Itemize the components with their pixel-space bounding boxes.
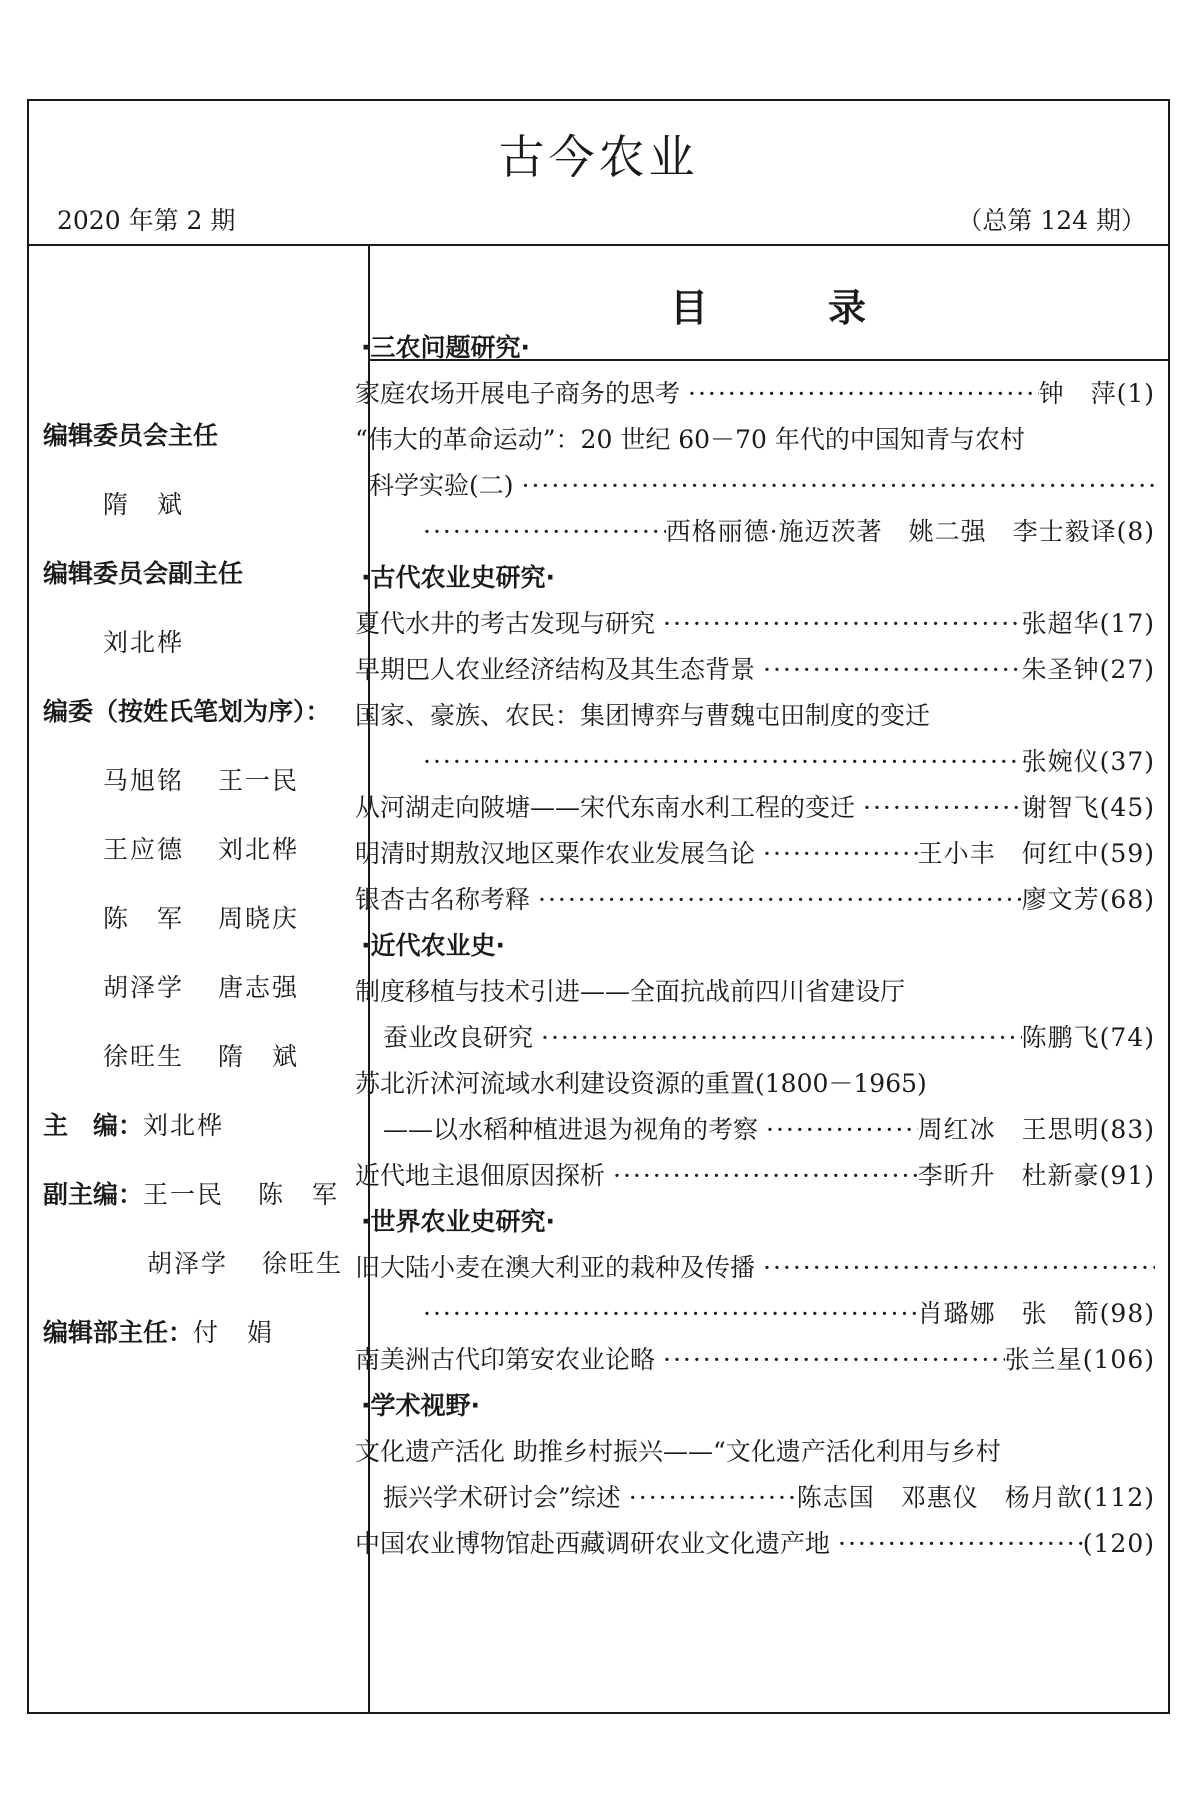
toc-entry-title: “伟大的革命运动”：20 世纪 60－70 年代的中国知青与农村 xyxy=(355,425,1025,454)
toc-entry-title: 近代地主退佃原因探析 xyxy=(355,1161,606,1190)
toc-entry-author-page: 张婉仪(37) xyxy=(1021,747,1155,776)
chief-editor-row xyxy=(43,1106,363,1175)
toc-entry-author-page: 朱圣钟(27) xyxy=(1021,655,1155,684)
toc-entry[interactable] xyxy=(355,831,1155,877)
toc-entry-author-page: 钟 萍(1) xyxy=(1038,379,1155,408)
toc-entry-title: 家庭农场开展电子商务的思考 xyxy=(355,379,681,408)
toc-section-heading: ·世界农业史研究· xyxy=(361,1207,555,1236)
office-director: 付 娟 xyxy=(193,1318,275,1347)
toc-entry-author-page: 李昕升 杜新豪(91) xyxy=(917,1161,1155,1190)
toc-entry[interactable] xyxy=(355,1337,1155,1383)
toc-entry-author-page: (120) xyxy=(1082,1529,1155,1558)
toc-entry[interactable] xyxy=(355,601,1155,647)
editorial-board xyxy=(43,416,363,1382)
board-member-row xyxy=(43,830,363,899)
chief-editor-label: 主 编： xyxy=(43,1111,144,1140)
toc-leader xyxy=(514,463,1155,509)
toc-entry-title: ——以水稻种植进退为视角的考察 xyxy=(383,1115,759,1144)
toc-entry-author-page: 廖文芳(68) xyxy=(1021,885,1155,914)
toc-entry-title: 明清时期敖汉地区粟作农业发展刍论 xyxy=(355,839,756,868)
toc-entry-title: 中国农业博物馆赴西藏调研农业文化遗产地 xyxy=(355,1529,831,1558)
toc-entry-title: 苏北沂沭河流域水利建设资源的重置(1800－1965) xyxy=(355,1069,927,1098)
toc-section-heading: ·古代农业史研究· xyxy=(361,563,555,592)
toc-entry-title: 旧大陆小麦在澳大利亚的栽种及传播 xyxy=(355,1253,756,1282)
toc-leader xyxy=(758,1107,918,1153)
toc-leader xyxy=(755,647,1022,693)
board-director-label: 编辑委员会主任 xyxy=(43,421,219,450)
toc-entry-line[interactable] xyxy=(355,1429,1155,1475)
board-member: 王应德 xyxy=(103,835,185,864)
board-member-row xyxy=(43,1037,363,1106)
board-member: 王一民 xyxy=(218,766,300,795)
deputy-editor-row xyxy=(43,1175,363,1244)
toc-entry[interactable] xyxy=(355,1153,1155,1199)
toc-entry[interactable] xyxy=(355,785,1155,831)
toc-section-heading: ·学术视野· xyxy=(361,1391,480,1420)
toc-entry-author-page: 西格丽德·施迈茨著 姚二强 李士毅译(8) xyxy=(665,517,1155,546)
toc-leader xyxy=(605,1153,918,1199)
toc-entry-author-page: 周红冰 王思明(83) xyxy=(917,1115,1155,1144)
toc-entry-author-page: 张兰星(106) xyxy=(1004,1345,1155,1374)
deputy-editor: 胡泽学 xyxy=(147,1249,229,1278)
toc-entry-line[interactable] xyxy=(355,969,1155,1015)
toc-entry-title: 国家、豪族、农民：集团博弈与曹魏屯田制度的变迁 xyxy=(355,701,931,730)
board-member-row xyxy=(43,899,363,968)
toc-leader xyxy=(830,1521,1083,1567)
header-divider xyxy=(29,244,1168,246)
deputy-editor: 徐旺生 xyxy=(262,1249,344,1278)
toc-entry-line[interactable] xyxy=(355,739,1155,785)
board-member: 马旭铭 xyxy=(103,766,185,795)
toc-section-heading: ·近代农业史· xyxy=(361,931,505,960)
toc-leader xyxy=(655,1337,1005,1383)
board-vice-director: 刘北桦 xyxy=(103,628,185,657)
toc-entry-title: 科学实验(二) xyxy=(369,471,514,500)
toc-entry-author-page: 陈鹏飞(74) xyxy=(1021,1023,1155,1052)
board-member: 胡泽学 xyxy=(103,973,185,1002)
toc-leader xyxy=(621,1475,797,1521)
office-director-row xyxy=(43,1313,363,1382)
table-of-contents xyxy=(355,325,1155,1567)
board-member: 周晓庆 xyxy=(218,904,300,933)
board-member: 徐旺生 xyxy=(103,1042,185,1071)
toc-leader xyxy=(680,371,1039,417)
toc-title: 目录 xyxy=(669,286,986,330)
toc-entry-title: 蚕业改良研究 xyxy=(383,1023,534,1052)
toc-leader xyxy=(533,1015,1022,1061)
issue-number: 2020 年第 2 期 xyxy=(57,206,236,235)
toc-entry[interactable] xyxy=(355,647,1155,693)
board-vice-director-label: 编辑委员会副主任 xyxy=(43,559,244,588)
toc-entry-line[interactable] xyxy=(355,463,1155,509)
toc-entry-title: 夏代水井的考古发现与研究 xyxy=(355,609,656,638)
board-member: 刘北桦 xyxy=(218,835,300,864)
toc-entry[interactable] xyxy=(355,1521,1155,1567)
toc-entry-line[interactable] xyxy=(355,693,1155,739)
toc-section-heading: ·三农问题研究· xyxy=(361,333,530,362)
board-member-row xyxy=(43,968,363,1037)
journal-title: 古今农业 xyxy=(498,130,699,184)
toc-entry-author-page: 谢智飞(45) xyxy=(1021,793,1155,822)
toc-leader xyxy=(655,601,1022,647)
toc-entry-author-page: 陈志国 邓惠仪 杨月歆(112) xyxy=(796,1483,1155,1512)
toc-leader xyxy=(755,831,918,877)
toc-leader xyxy=(755,1245,1155,1291)
toc-entry-line[interactable] xyxy=(355,1107,1155,1153)
toc-entry-title: 从河湖走向陂塘——宋代东南水利工程的变迁 xyxy=(355,793,856,822)
toc-leader xyxy=(415,739,1022,785)
toc-entry-title: 早期巴人农业经济结构及其生态背景 xyxy=(355,655,756,684)
deputy-editor: 陈 军 xyxy=(258,1180,340,1209)
toc-entry-title: 南美洲古代印第安农业论略 xyxy=(355,1345,656,1374)
deputy-editor: 王一民 xyxy=(143,1180,225,1209)
chief-editor: 刘北桦 xyxy=(143,1111,225,1140)
toc-entry-title: 银杏古名称考释 xyxy=(355,885,531,914)
board-member: 陈 军 xyxy=(103,904,185,933)
toc-entry-line[interactable] xyxy=(355,1061,1155,1107)
board-members-label: 编委（按姓氏笔划为序）： xyxy=(43,697,331,726)
toc-entry-title: 制度移植与技术引进——全面抗战前四川省建设厅 xyxy=(355,977,906,1006)
toc-leader xyxy=(415,509,666,555)
toc-entry-line[interactable] xyxy=(355,417,1155,463)
office-director-label: 编辑部主任： xyxy=(43,1318,194,1347)
board-member: 唐志强 xyxy=(218,973,300,1002)
board-member-row xyxy=(43,761,363,830)
toc-leader xyxy=(530,877,1022,923)
deputy-editor-row-2 xyxy=(43,1244,363,1313)
toc-entry-line[interactable] xyxy=(355,1015,1155,1061)
board-director: 隋 斌 xyxy=(103,490,185,519)
toc-entry-line[interactable] xyxy=(355,1475,1155,1521)
total-issue-number: （总第 124 期） xyxy=(957,206,1146,235)
toc-leader xyxy=(415,1291,918,1337)
toc-entry[interactable] xyxy=(355,371,1155,417)
toc-entry-author-page: 肖璐娜 张 箭(98) xyxy=(917,1299,1155,1328)
deputy-editor-label: 副主编： xyxy=(43,1180,144,1209)
board-member: 隋 斌 xyxy=(218,1042,300,1071)
toc-entry-author-page: 张超华(17) xyxy=(1021,609,1155,638)
toc-entry-line[interactable] xyxy=(355,509,1155,555)
toc-entry-line[interactable] xyxy=(355,1291,1155,1337)
toc-entry-title: 文化遗产活化 助推乡村振兴——“文化遗产活化利用与乡村 xyxy=(355,1437,1001,1466)
toc-entry-author-page: 王小丰 何红中(59) xyxy=(917,839,1155,868)
toc-entry-title: 振兴学术研讨会”综述 xyxy=(383,1483,621,1512)
toc-leader xyxy=(855,785,1022,831)
toc-entry-line[interactable] xyxy=(355,1245,1155,1291)
toc-entry[interactable] xyxy=(355,877,1155,923)
